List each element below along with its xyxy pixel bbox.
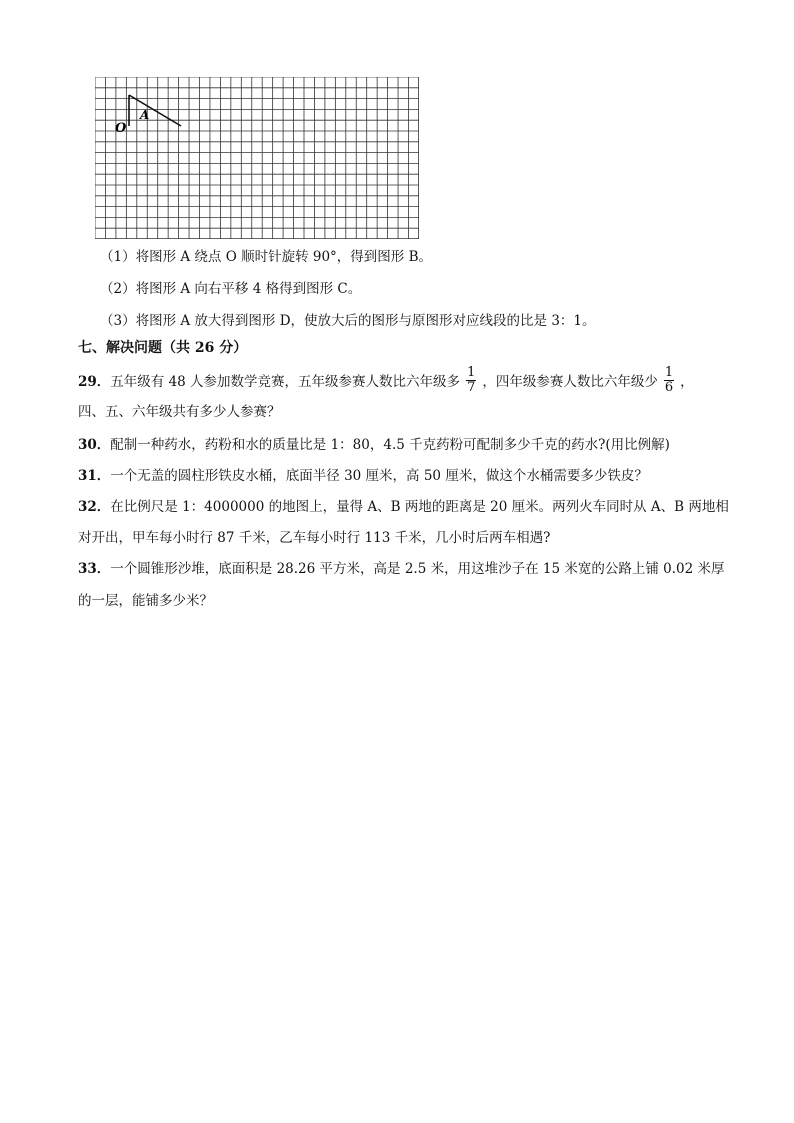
question-number: 33． — [78, 561, 111, 577]
question-text: ， — [680, 374, 694, 390]
question-29 — [78, 365, 694, 397]
fraction-numerator: 1 — [664, 365, 674, 380]
point-o-label: O — [115, 121, 127, 136]
question-text: 一个圆锥形沙堆，底面积是 28.26 平方米，高是 2.5 米，用这堆沙子在 15 米宽的公路上铺 0.02 米厚 — [110, 561, 725, 577]
question-text: 在比例尺是 1：4000000 的地图上，量得 A、B 两地的距离是 20 厘米。两列火车同时从 A、B 两地相 — [110, 499, 729, 515]
question-number: 29． — [78, 374, 111, 390]
shape-a-label: A — [140, 108, 150, 122]
subquestion-3: （3）将图形 A 放大得到图形 D，使放大后的图形与原图形对应线段的比是 3：1。 — [100, 313, 596, 329]
fraction-one-sixth — [664, 366, 674, 395]
section-title: 七、解决问题（共 26 分） — [78, 340, 248, 356]
fraction-numerator: 1 — [467, 365, 476, 380]
question-32-line2: 对开出，甲车每小时行 87 千米，乙车每小时行 113 千米，几小时后两车相遇? — [78, 530, 551, 546]
subquestion-2: （2）将图形 A 向右平移 4 格得到图形 C。 — [100, 281, 362, 297]
question-number: 30． — [78, 437, 111, 453]
question-text: 五年级有 48 人参加数学竞赛，五年级参赛人数比六年级多 — [110, 374, 461, 390]
question-number: 32． — [78, 499, 111, 515]
question-33-line2: 的一层，能铺多少米？ — [78, 593, 213, 609]
question-29-line2: 四、五、六年级共有多少人参赛？ — [78, 404, 281, 420]
question-31 — [78, 466, 648, 486]
subquestion-1: （1）将图形 A 绕点 O 顺时针旋转 90°，得到图形 B。 — [100, 249, 433, 265]
grid-lines — [95, 77, 419, 239]
fraction-one-seventh — [466, 366, 476, 395]
question-30 — [78, 435, 670, 455]
fraction-denominator: 7 — [467, 380, 476, 395]
question-33 — [78, 559, 724, 579]
question-32 — [78, 497, 729, 517]
question-text: 配制一种药水，药粉和水的质量比是 1：80，4.5 千克药粉可配制多少千克的药水?(用比例解) — [110, 437, 670, 453]
question-number: 31． — [78, 468, 111, 484]
question-text: ，四年级参赛人数比六年级少 — [482, 374, 658, 390]
grid-figure — [95, 77, 419, 239]
fraction-denominator: 6 — [664, 380, 674, 395]
question-text: 一个无盖的圆柱形铁皮水桶，底面半径 30 厘米，高 50 厘米，做这个水桶需要多少铁皮？ — [110, 468, 648, 484]
grid-canvas — [95, 77, 419, 239]
